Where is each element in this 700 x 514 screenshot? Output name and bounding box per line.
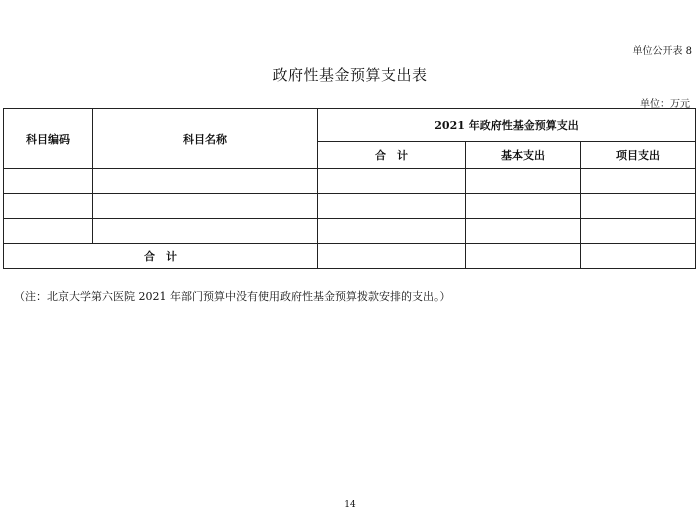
cell-name <box>93 169 318 194</box>
header-subject-code: 科目编码 <box>4 109 93 169</box>
cell-total <box>318 219 466 244</box>
header-total: 合 计 <box>318 142 466 169</box>
header-fund-expenditure-2021: 2021 年政府性基金预算支出 <box>318 109 696 142</box>
cell-project <box>581 219 696 244</box>
cell-project <box>581 169 696 194</box>
total-row <box>4 244 696 269</box>
unit-label: 单位：万元 <box>640 99 690 110</box>
total-cell-basic <box>466 244 581 269</box>
cell-code <box>4 219 93 244</box>
cell-total <box>318 194 466 219</box>
header-project-expenditure: 项目支出 <box>581 142 696 169</box>
cell-name <box>93 194 318 219</box>
total-row-label: 合 计 <box>4 244 318 269</box>
cell-project <box>581 194 696 219</box>
budget-table <box>3 108 696 269</box>
table-row <box>4 169 696 194</box>
cell-basic <box>466 219 581 244</box>
cell-name <box>93 219 318 244</box>
cell-total <box>318 169 466 194</box>
page-number: 14 <box>344 500 356 510</box>
table-row <box>4 219 696 244</box>
table-row <box>4 194 696 219</box>
header-basic-expenditure: 基本支出 <box>466 142 581 169</box>
table-number-label: 单位公开表 8 <box>632 46 692 57</box>
page-title: 政府性基金预算支出表 <box>272 66 428 84</box>
footnote: （注：北京大学第六医院 2021 年部门预算中没有使用政府性基金预算拨款安排的支出。） <box>14 290 451 303</box>
total-cell-project <box>581 244 696 269</box>
cell-code <box>4 194 93 219</box>
header-subject-name: 科目名称 <box>93 109 318 169</box>
cell-basic <box>466 194 581 219</box>
cell-code <box>4 169 93 194</box>
total-cell-total <box>318 244 466 269</box>
cell-basic <box>466 169 581 194</box>
